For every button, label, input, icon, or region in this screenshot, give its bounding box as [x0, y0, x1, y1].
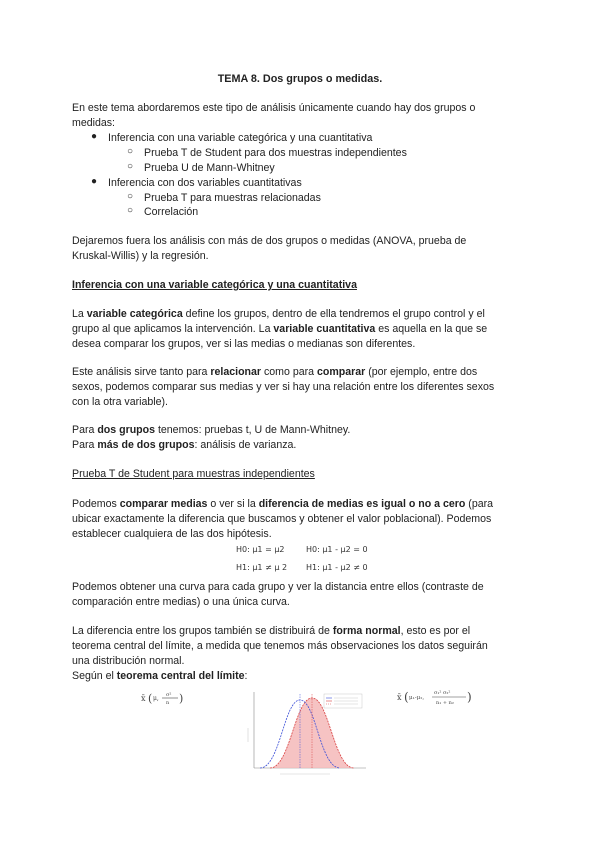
- intro-line-1: En este tema abordaremos este tipo de análisis únicamente cuando hay dos grupos o: [72, 102, 476, 114]
- s2-p4-line: Según el teorema central del límite:: [72, 670, 248, 682]
- s1-p1-line-3: desea comparar los grupos, ver si las medias o medianas son diferentes.: [72, 338, 416, 350]
- circle-bullet-icon: ○: [127, 161, 134, 172]
- subitem-2-1: Prueba T para muestras relacionadas: [144, 192, 321, 204]
- s1-p3-line-2: Para más de dos grupos: análisis de varianza.: [72, 439, 297, 451]
- svg-text:n₁ + n₂: n₁ + n₂: [436, 700, 454, 706]
- bullet-dot-icon: ●: [91, 131, 98, 142]
- s1-p2-line-3: con la otra variable).: [72, 396, 168, 408]
- s1-p2-line-1: Este análisis sirve tanto para relacionar como para comparar (por ejemplo, entre dos: [72, 366, 478, 378]
- s1-p1-line-1: La variable categórica define los grupos, dentro de ella tendremos el grupo control y el: [72, 308, 485, 320]
- subitem-2-2: Correlación: [144, 206, 199, 218]
- svg-text:): ): [467, 690, 472, 704]
- s2-p1-line-3: establecer cualquiera de las dos hipótesis.: [72, 528, 272, 540]
- svg-text:x̄: x̄: [141, 694, 146, 703]
- subitem-1-1: Prueba T de Student para dos muestras independientes: [144, 147, 407, 159]
- svg-text:(: (: [148, 692, 153, 705]
- s2-p2-line-1: Podemos obtener una curva para cada grupo y ver la distancia entre ellos (contraste de: [72, 581, 484, 593]
- hypothesis-h0-a: H0: μ1 = μ2: [236, 545, 285, 554]
- exclusion-line-1: Dejaremos fuera los análisis con más de dos grupos o medidas (ANOVA, prueba de: [72, 235, 467, 247]
- svg-text:n: n: [166, 700, 170, 706]
- s2-p3-line-1: La diferencia entre los grupos también se distribuirá de forma normal, esto es por el: [72, 625, 471, 637]
- formula-right-image: [396, 686, 474, 708]
- hypothesis-h1-a: H1: μ1 ≠ μ 2: [236, 563, 288, 572]
- hypothesis-h0-b: H0: μ1 - μ2 = 0: [306, 545, 368, 554]
- svg-text:μ₁-μ₂,: μ₁-μ₂,: [409, 695, 425, 701]
- s1-p2-line-2: sexos, podemos comparar sus medias y ver si hay una relación entre los diferentes sexos: [72, 381, 495, 393]
- s2-p2-line-2: comparación entre medias) o una única curva.: [72, 596, 290, 608]
- bullet-item-2: Inferencia con dos variables cuantitativas: [108, 177, 302, 189]
- s2-p1-line-1: Podemos comparar medias o ver si la diferencia de medias es igual o no a cero (para: [72, 498, 494, 510]
- svg-text:μ,: μ,: [153, 695, 159, 702]
- svg-text:σ₁² σ₂²: σ₁² σ₂²: [434, 690, 451, 696]
- hypothesis-h1-b: H1: μ1 - μ2 ≠ 0: [306, 563, 368, 572]
- section-heading-categorica: Inferencia con una variable categórica y una cuantitativa: [72, 279, 357, 291]
- s1-p1-line-2: grupo al que aplicamos la intervención. La variable cuantitativa es aquella en la que se: [72, 323, 488, 335]
- svg-text:x̄: x̄: [397, 693, 402, 702]
- subitem-1-2: Prueba U de Mann-Whitney: [144, 162, 275, 174]
- s2-p3-line-3: una distribución normal.: [72, 655, 185, 667]
- circle-bullet-icon: ○: [127, 146, 134, 157]
- circle-bullet-icon: ○: [127, 191, 134, 202]
- s2-p3-line-2: teorema central del límite, a medida que tenemos más observaciones los datos seguirán: [72, 640, 488, 652]
- s2-p1-line-2: ubicar exactamente la diferencia que buscamos y obtener el valor poblacional). Podemos: [72, 513, 492, 525]
- circle-bullet-icon: ○: [127, 205, 134, 216]
- section-heading-t-student: Prueba T de Student para muestras independientes: [72, 468, 315, 480]
- normal-curves-figure: [240, 688, 370, 780]
- exclusion-line-2: Kruskal-Willis) y la regresión.: [72, 250, 209, 262]
- intro-line-2: medidas:: [72, 117, 115, 129]
- svg-text:): ): [179, 692, 184, 705]
- s1-p3-line-1: Para dos grupos tenemos: pruebas t, U de Mann-Whitney.: [72, 424, 351, 436]
- svg-text:σ²: σ²: [166, 692, 172, 698]
- page-title: TEMA 8. Dos grupos o medidas.: [217, 73, 383, 85]
- svg-text:(: (: [404, 690, 409, 704]
- bullet-item-1: Inferencia con una variable categórica y una cuantitativa: [108, 132, 373, 144]
- formula-left-image: [140, 688, 184, 708]
- bullet-dot-icon: ●: [91, 176, 98, 187]
